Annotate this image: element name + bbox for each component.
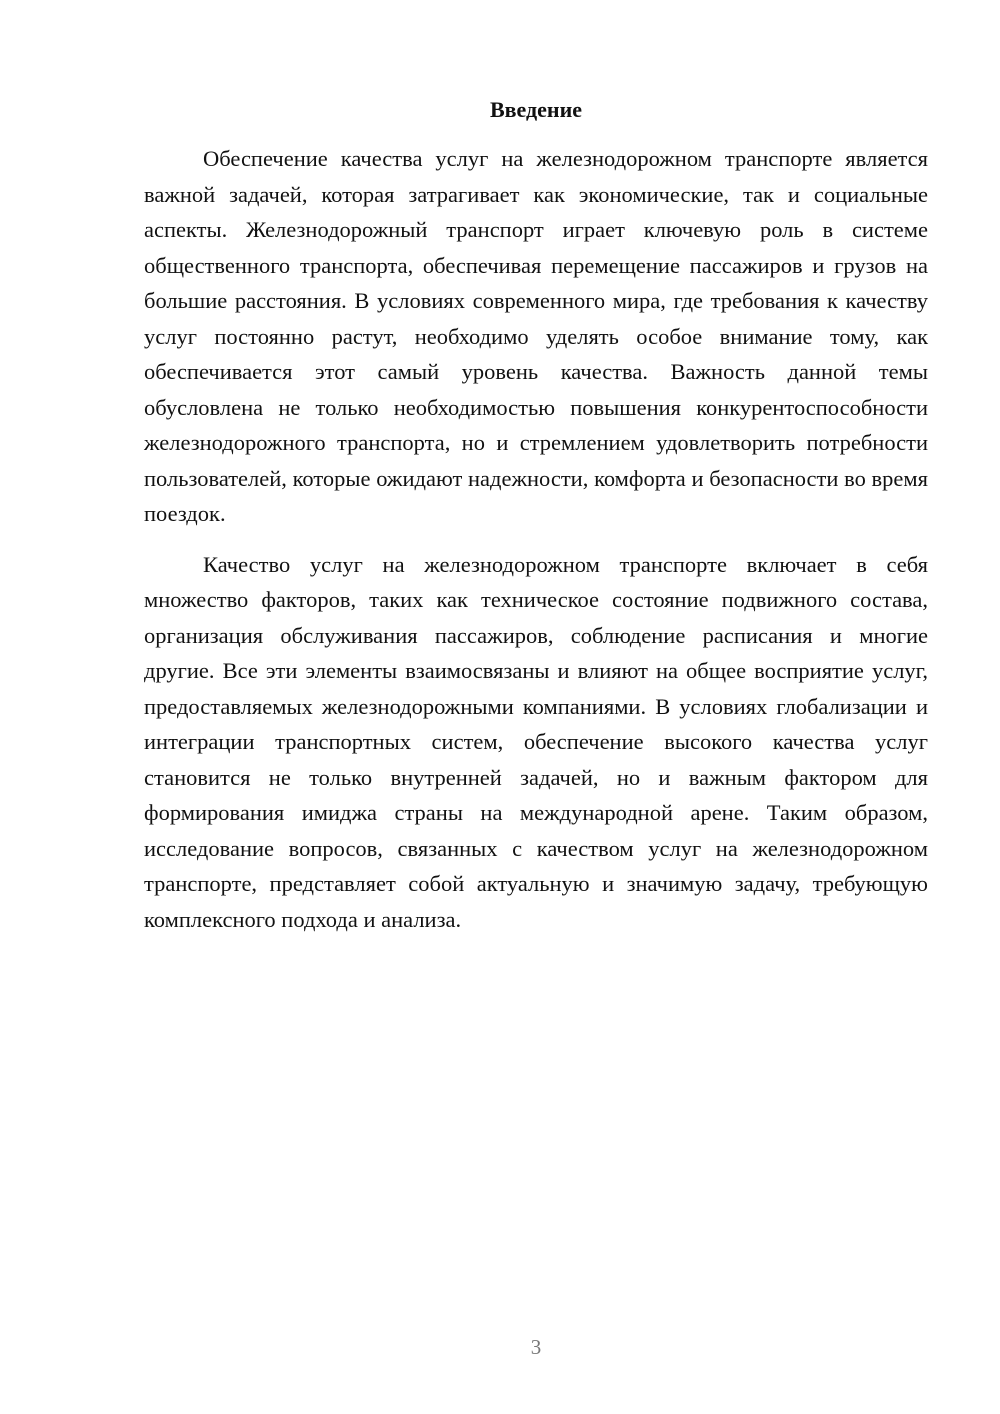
body-text [144, 94, 928, 937]
page-number: 3 [530, 1335, 542, 1359]
paragraph-2: Качество услуг на железнодорожном транспорте включает в себя множество факторов, таких как техническое состояние подвижного состава, организация обслуживания пассажиров, соблюдение расписания и многие другие. Все эти элементы взаимосвязаны и влияют на общее восприятие услуг, предоставляемых железнодорожными компаниями. В условиях глобализации и интеграции транспортных систем, обеспечение высокого качества услуг становится не только внутренней задачей, но и важным фактором для формирования имиджа страны на международной арене. Таким образом, исследование вопросов, связанных с качеством услуг на железнодорожном транспорте, представляет собой актуальную и значимую задачу, требующую комплексного подхода и анализа. [144, 551, 928, 932]
paragraph-1: Обеспечение качества услуг на железнодорожном транспорте является важной задачей, которая затрагивает как экономические, так и социальные аспекты. Железнодорожный транспорт играет ключевую роль в системе общественного транспорта, обеспечивая перемещение пассажиров и грузов на большие расстояния. В условиях современного мира, где требования к качеству услуг постоянно растут, необходимо уделять особое внимание тому, как обеспечивается этот самый уровень качества. Важность данной темы обусловлена не только необходимостью повышения конкурентоспособности железнодорожного транспорта, но и стремлением удовлетворить потребности пользователей, которые ожидают надежности, комфорта и безопасности во время поездок. [144, 146, 928, 526]
section-heading: Введение [489, 97, 583, 122]
